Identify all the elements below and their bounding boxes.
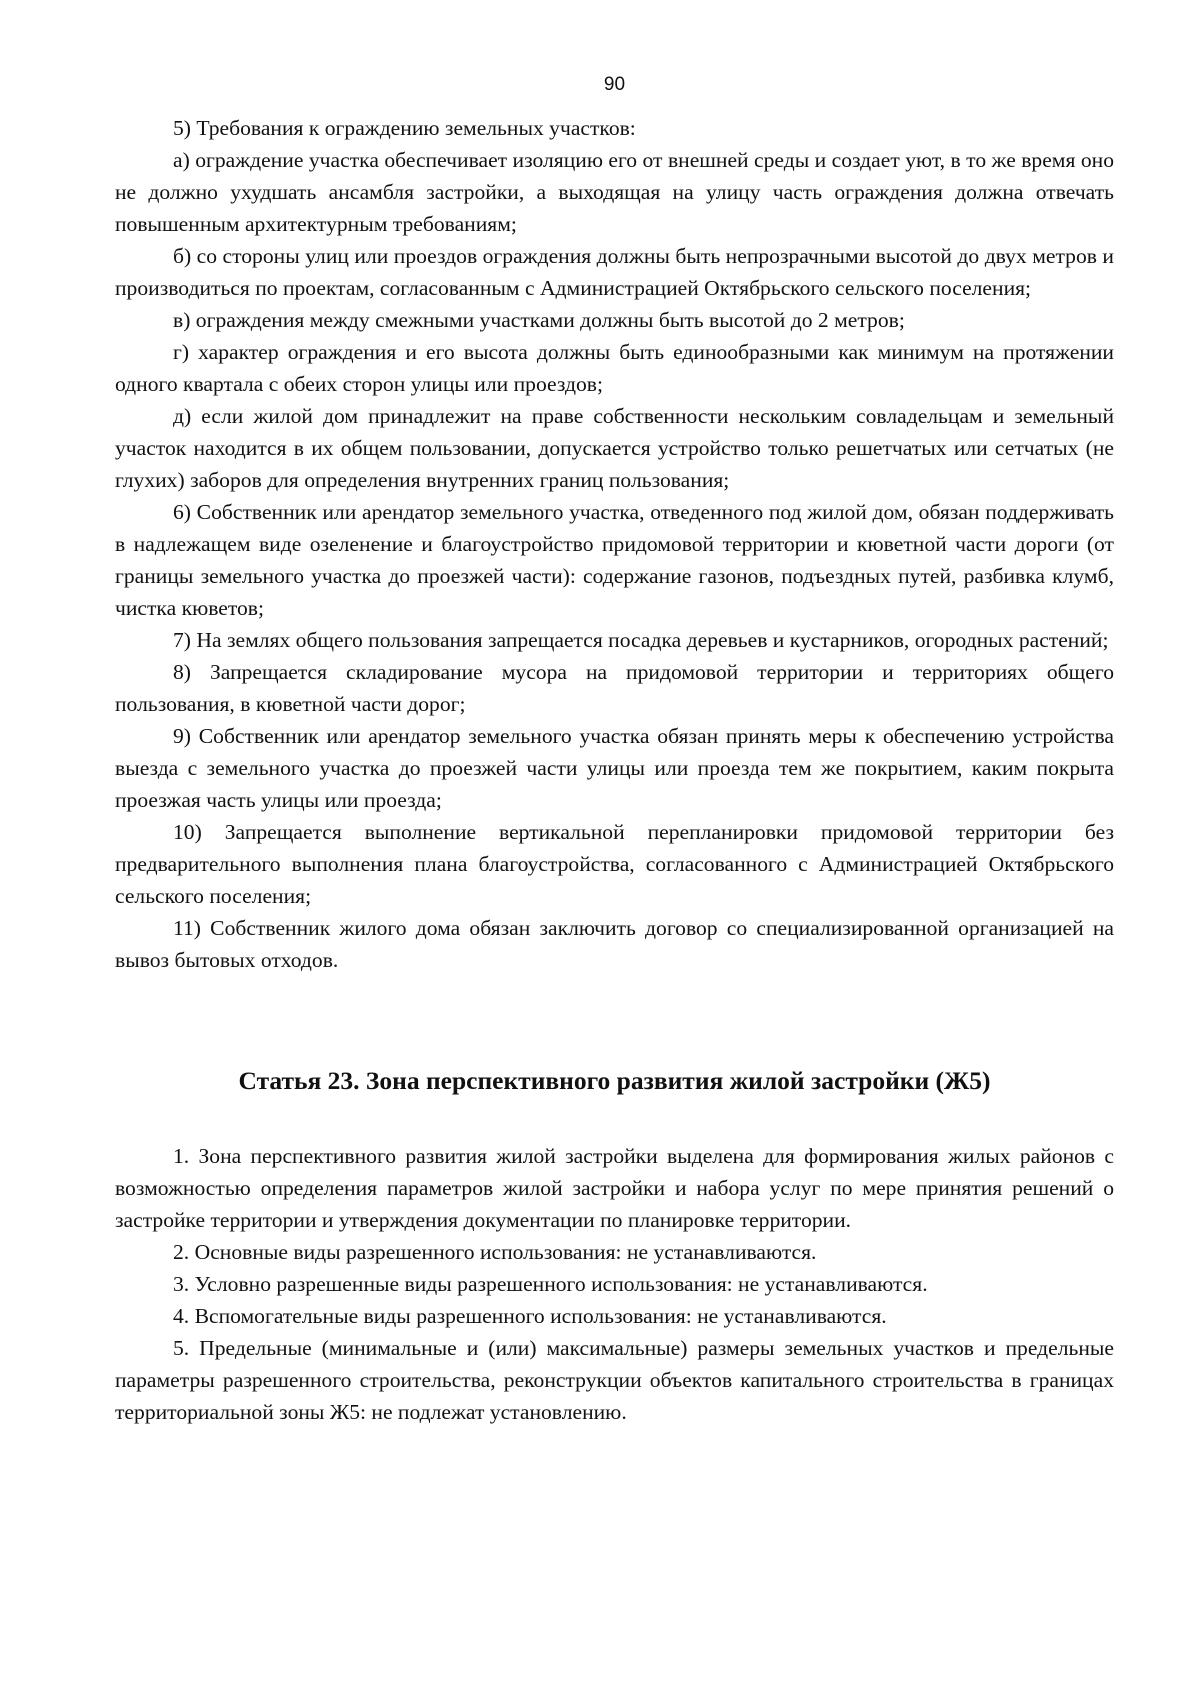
article-23-section — [115, 1140, 1114, 1428]
paragraph-fence-isolation: а) ограждение участка обеспечивает изоляцию его от внешней среды и создает уют, в то же время оно не должно ухудшать ансамбля застройки, а выходящая на улицу часть ограждения должна отвечать повышенным архитектурным требованиям; — [115, 148, 1114, 236]
paragraph-limit-parameters: 5. Предельные (минимальные и (или) максимальные) размеры земельных участков и предельные параметры разрешенного строительства, реконструкции объектов капитального строительства в границах территориальной зоны Ж5: не подлежат установлению. — [115, 1336, 1114, 1424]
paragraph-waste-contract: 11) Собственник жилого дома обязан заключить договор со специализированной организацией на вывоз бытовых отходов. — [115, 916, 1114, 972]
paragraph-auxiliary-uses: 4. Вспомогательные виды разрешенного использования: не устанавливаются. — [173, 1304, 887, 1328]
paragraph-waste-storage: 8) Запрещается складирование мусора на придомовой территории и территориях общего пользования, в кюветной части дорог; — [115, 660, 1114, 716]
paragraph-street-fences: б) со стороны улиц или проездов ограждения должны быть непрозрачными высотой до двух метров и производиться по проектам, согласованным с Администрацией Октябрьского сельского поселения; — [115, 244, 1114, 300]
paragraph-conditional-uses: 3. Условно разрешенные виды разрешенного использования: не устанавливаются. — [173, 1272, 928, 1296]
page-number: 90 — [603, 74, 626, 95]
paragraph-public-land-planting: 7) На землях общего пользования запрещается посадка деревьев и кустарников, огородных растений; — [173, 628, 1109, 652]
paragraph-owner-maintenance: 6) Собственник или арендатор земельного участка, отведенного под жилой дом, обязан поддерживать в надлежащем виде озеленение и благоустройство придомовой территории и кюветной части дороги (от границы земельного участка до проезжей части): содержание газонов, подъездных путей, разбивка клумб, чистка кюветов; — [115, 500, 1114, 620]
article-heading: Статья 23. Зона перспективного развития жилой застройки (Ж5) — [238, 1066, 991, 1095]
paragraph-zone-purpose: 1. Зона перспективного развития жилой застройки выделена для формирования жилых районов с возможностью определения параметров жилой застройки и набора услуг по мере принятия решений о застройке территории и утверждения документации по планировке территории. — [115, 1144, 1114, 1232]
paragraph-vertical-replanning: 10) Запрещается выполнение вертикальной перепланировки придомовой территории без предварительного выполнения плана благоустройства, согласованного с Администрацией Октябрьского сельского поселения; — [115, 820, 1114, 908]
paragraph-shared-ownership: д) если жилой дом принадлежит на праве собственности нескольким совладельцам и земельный участок находится в их общем пользовании, допускается устройство только решетчатых или сетчатых (не глухих) заборов для определения внутренних границ пользования; — [115, 404, 1114, 492]
paragraph-adjacent-fences: в) ограждения между смежными участками должны быть высотой до 2 метров; — [173, 308, 905, 332]
paragraph-fence-uniformity: г) характер ограждения и его высота должны быть единообразными как минимум на протяжении одного квартала с обеих сторон улицы или проездов; — [115, 340, 1114, 396]
paragraph-fencing-requirements: 5) Требования к ограждению земельных участков: — [173, 116, 636, 140]
fencing-requirements-section — [115, 112, 1114, 976]
paragraph-main-uses: 2. Основные виды разрешенного использования: не устанавливаются. — [173, 1240, 817, 1264]
paragraph-driveway: 9) Собственник или арендатор земельного участка обязан принять меры к обеспечению устройства выезда с земельного участка до проезжей части улицы или проезда тем же покрытием, каким покрыта проезжая часть улицы или проезда; — [115, 724, 1114, 812]
